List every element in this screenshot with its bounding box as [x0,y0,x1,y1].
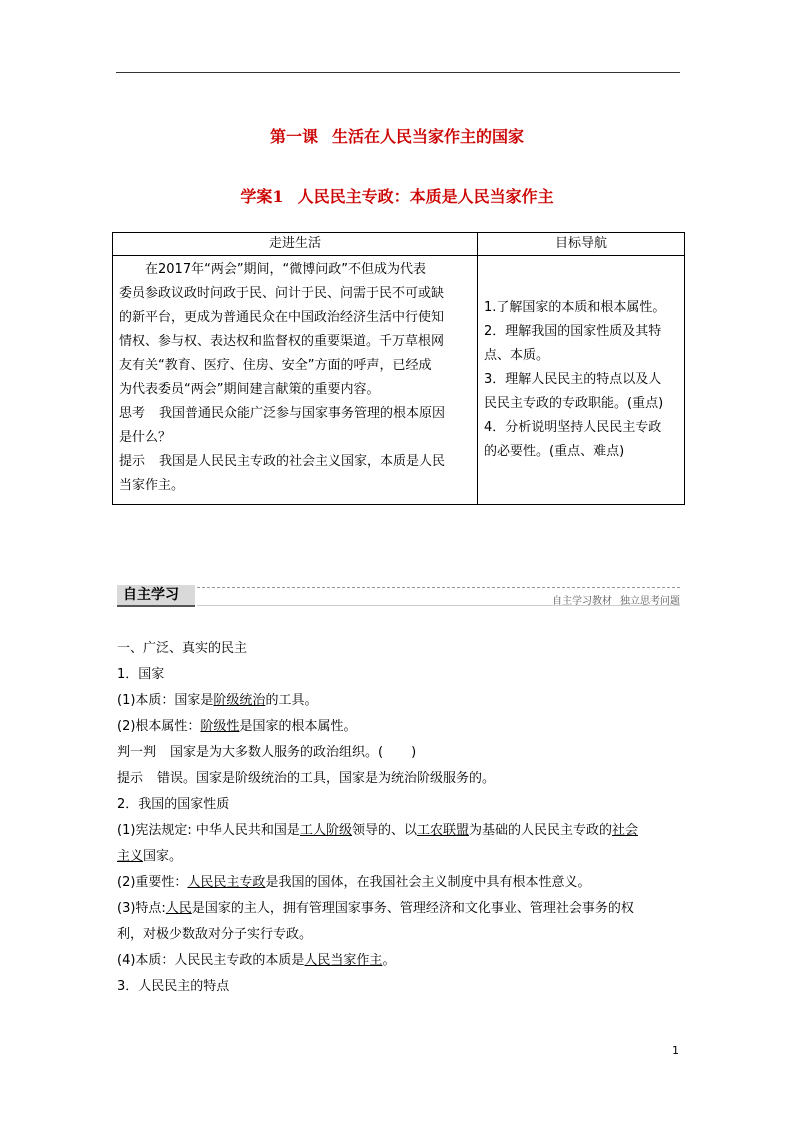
header-rule [116,72,680,73]
hint-answer [119,450,471,474]
text: 领导的、以 [351,823,417,838]
section-bar [117,584,680,606]
text: 为基础的人民民主专政的 [468,823,612,838]
keyword: 人民 [165,901,192,916]
judge-close: ) [411,745,417,760]
lesson-number: 第一课 [269,127,318,146]
item-essence [117,688,683,714]
item-constitution [117,818,683,844]
keyword: 主义 [117,849,144,864]
intro-table [112,232,685,505]
text: 是国家的主人，拥有管理国家事务、管理经济和文化事业、管理社会事务的权 [191,901,634,916]
hint-text: 我国是人民民主专政的社会主义国家，本质是人民 [159,454,446,469]
think-label: 思考 [119,406,146,421]
hint-label: 提示 [119,454,146,469]
judge-question [117,740,683,766]
keyword: 工人阶级 [299,823,352,838]
goals-cell [478,256,685,505]
keyword: 社会 [612,823,639,838]
item-constitution-cont [117,844,683,870]
goals-header: 目标导航 [478,233,685,256]
subheading-features: 3．人民民主的特点 [117,979,230,994]
study-content [117,636,683,1000]
goal-item: 2．理解我国的国家性质及其特 [484,324,662,339]
think-question-cont: 是什么？ [119,430,172,445]
judge-text: 国家是为大多数人服务的政治组织。( [170,745,384,760]
text: (3)特点: [117,901,166,916]
keyword: 阶级性 [200,719,240,734]
life-cell [113,256,478,505]
section-dash-line [197,587,680,588]
text: (2)根本属性： [117,719,201,734]
keyword: 工农联盟 [416,823,469,838]
text: (1)本质：国家是 [117,693,214,708]
text: 是国家的根本属性。 [239,719,357,734]
heading-1: 一、广泛、真实的民主 [117,641,248,656]
text: 的工具。 [265,693,318,708]
life-text-line: 委员参政议政时问政于民、问计于民、问需于民不可或缺 [119,286,445,301]
section-subtitle-2: 独立思考问题 [620,596,680,607]
keyword: 人民当家作主 [304,953,383,968]
subheading-nature: 2．我国的国家性质 [117,797,230,812]
item-feature [117,896,683,922]
goal-item: 民民主专政的专政职能。(重点) [484,396,664,411]
lesson-title [0,124,794,147]
section-tag: 自主学习 [117,585,195,607]
hint-answer-cont: 当家作主。 [119,478,185,493]
case-name: 人民民主专政：本质是人民当家作主 [297,187,554,206]
goal-item: 1.了解国家的本质和根本属性。 [484,300,666,315]
life-text-line: 的新平台，更成为普通民众在中国政治经济生活中行使知 [119,310,445,325]
text: (4)本质：人民民主专政的本质是 [117,953,305,968]
subheading-state: 1．国家 [117,667,165,682]
text: (2)重要性： [117,875,188,890]
item-feature-cont: 利，对极少数敌对分子实行专政。 [117,927,313,942]
case-title [0,184,794,207]
think-text: 我国普通民众能广泛参与国家事务管理的根本原因 [159,406,446,421]
item-essence-democracy [117,948,683,974]
life-text-line: 情权、参与权、表达权和监督权的重要渠道。千万草根网 [119,334,445,349]
life-text-line: 为代表委员“两会”期间建言献策的重要内容。 [119,382,380,397]
text: 是我国的国体，在我国社会主义制度中具有根本性意义。 [265,875,591,890]
case-number: 学案1 [240,187,284,206]
goal-item: 4．分析说明坚持人民民主专政 [484,420,662,435]
lesson-name: 生活在人民当家作主的国家 [332,127,525,146]
text: 国家。 [143,849,183,864]
keyword: 阶级统治 [213,693,266,708]
section-underline [197,605,680,606]
item-attribute [117,714,683,740]
goal-item: 的必要性。(重点、难点) [484,444,625,459]
text: 。 [382,953,396,968]
section-subtitle-1: 自主学习教材 [552,596,612,607]
page-number: 1 [672,1044,679,1057]
life-text-line: 在2017年“两会”期间，“微博问政”不但成为代表 [145,262,427,277]
goal-item: 3．理解人民民主的特点以及人 [484,372,662,387]
keyword: 人民民主专政 [187,875,266,890]
hint-text: 错误。国家是阶级统治的工具，国家是为统治阶级服务的。 [157,771,496,786]
judge-label: 判一判 [117,745,157,760]
life-text-line: 友有关“教育、医疗、住房、安全”方面的呼声，已经成 [119,358,432,373]
hint-label: 提示 [117,771,144,786]
item-importance [117,870,683,896]
life-header: 走进生活 [113,233,478,256]
goal-item: 点、本质。 [484,348,550,363]
think-question [119,402,471,426]
judge-hint [117,766,683,792]
text: (1)宪法规定: 中华人民共和国是 [117,823,300,838]
